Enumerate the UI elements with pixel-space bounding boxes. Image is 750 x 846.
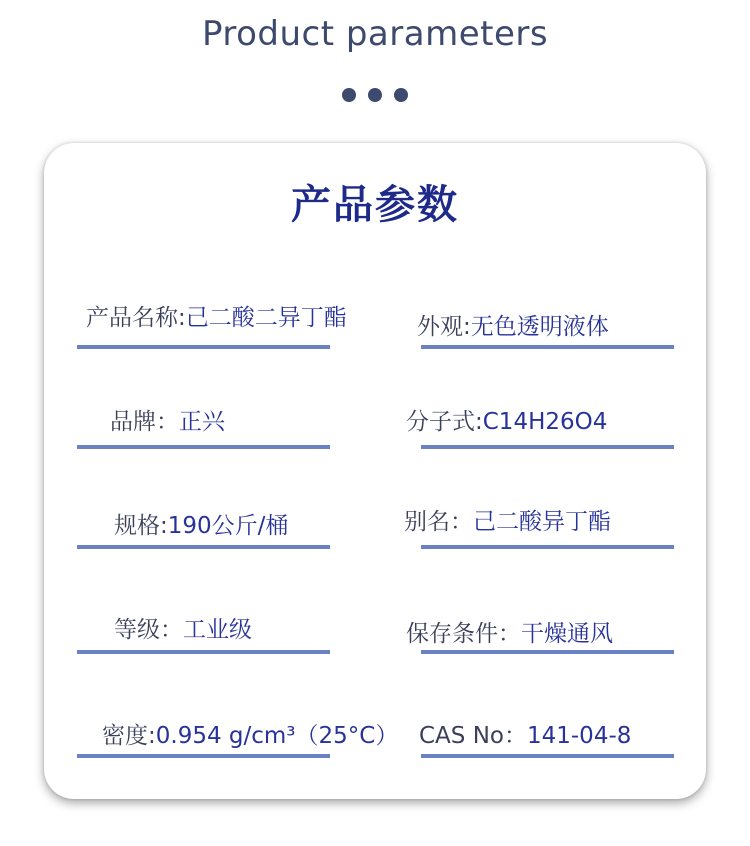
dot-icon: [342, 88, 356, 102]
dot-icon: [368, 88, 382, 102]
param-cas: [419, 717, 631, 750]
param-value: 0.954 g/cm³（25°C）: [155, 723, 399, 749]
dot-icon: [394, 88, 408, 102]
param-value: 正兴: [179, 409, 225, 435]
param-label: 品牌：: [110, 409, 179, 435]
param-brand: [110, 403, 225, 436]
param-label: 规格:: [114, 513, 168, 539]
parameters-card: [44, 143, 706, 799]
param-value: 干燥通风: [521, 621, 613, 647]
divider: [77, 345, 330, 349]
param-density: [102, 717, 398, 750]
param-label: CAS No：: [419, 723, 527, 749]
param-value: 己二酸二异丁酯: [185, 305, 347, 331]
param-grade: [114, 611, 252, 644]
param-value: 190公斤/桶: [167, 513, 289, 539]
divider: [421, 650, 674, 654]
param-value: 己二酸异丁酯: [473, 509, 611, 535]
card-title: 产品参数: [291, 182, 459, 228]
divider: [421, 445, 674, 449]
param-value: C14H26O4: [482, 409, 608, 435]
param-product-name: [86, 299, 347, 332]
divider: [421, 754, 674, 758]
param-formula: [406, 403, 607, 436]
param-label: 保存条件：: [406, 621, 521, 647]
param-label: 别名：: [404, 509, 473, 535]
param-value: 工业级: [183, 617, 252, 643]
param-appearance: [417, 308, 609, 341]
param-value: 无色透明液体: [470, 314, 609, 340]
param-alias: [404, 503, 611, 536]
page-title: Product parameters: [201, 14, 549, 54]
param-label: 等级：: [114, 617, 183, 643]
divider: [77, 445, 330, 449]
param-label: 密度:: [102, 723, 156, 749]
param-value: 141-04-8: [526, 723, 632, 749]
decorative-dots: [0, 88, 750, 102]
divider: [77, 650, 330, 654]
param-label: 外观:: [417, 314, 471, 340]
param-label: 产品名称:: [86, 305, 186, 331]
param-storage: [406, 615, 613, 648]
divider: [421, 345, 674, 349]
param-label: 分子式:: [406, 409, 483, 435]
divider: [77, 545, 330, 549]
divider: [421, 545, 674, 549]
divider: [77, 754, 330, 758]
param-spec: [114, 507, 288, 540]
